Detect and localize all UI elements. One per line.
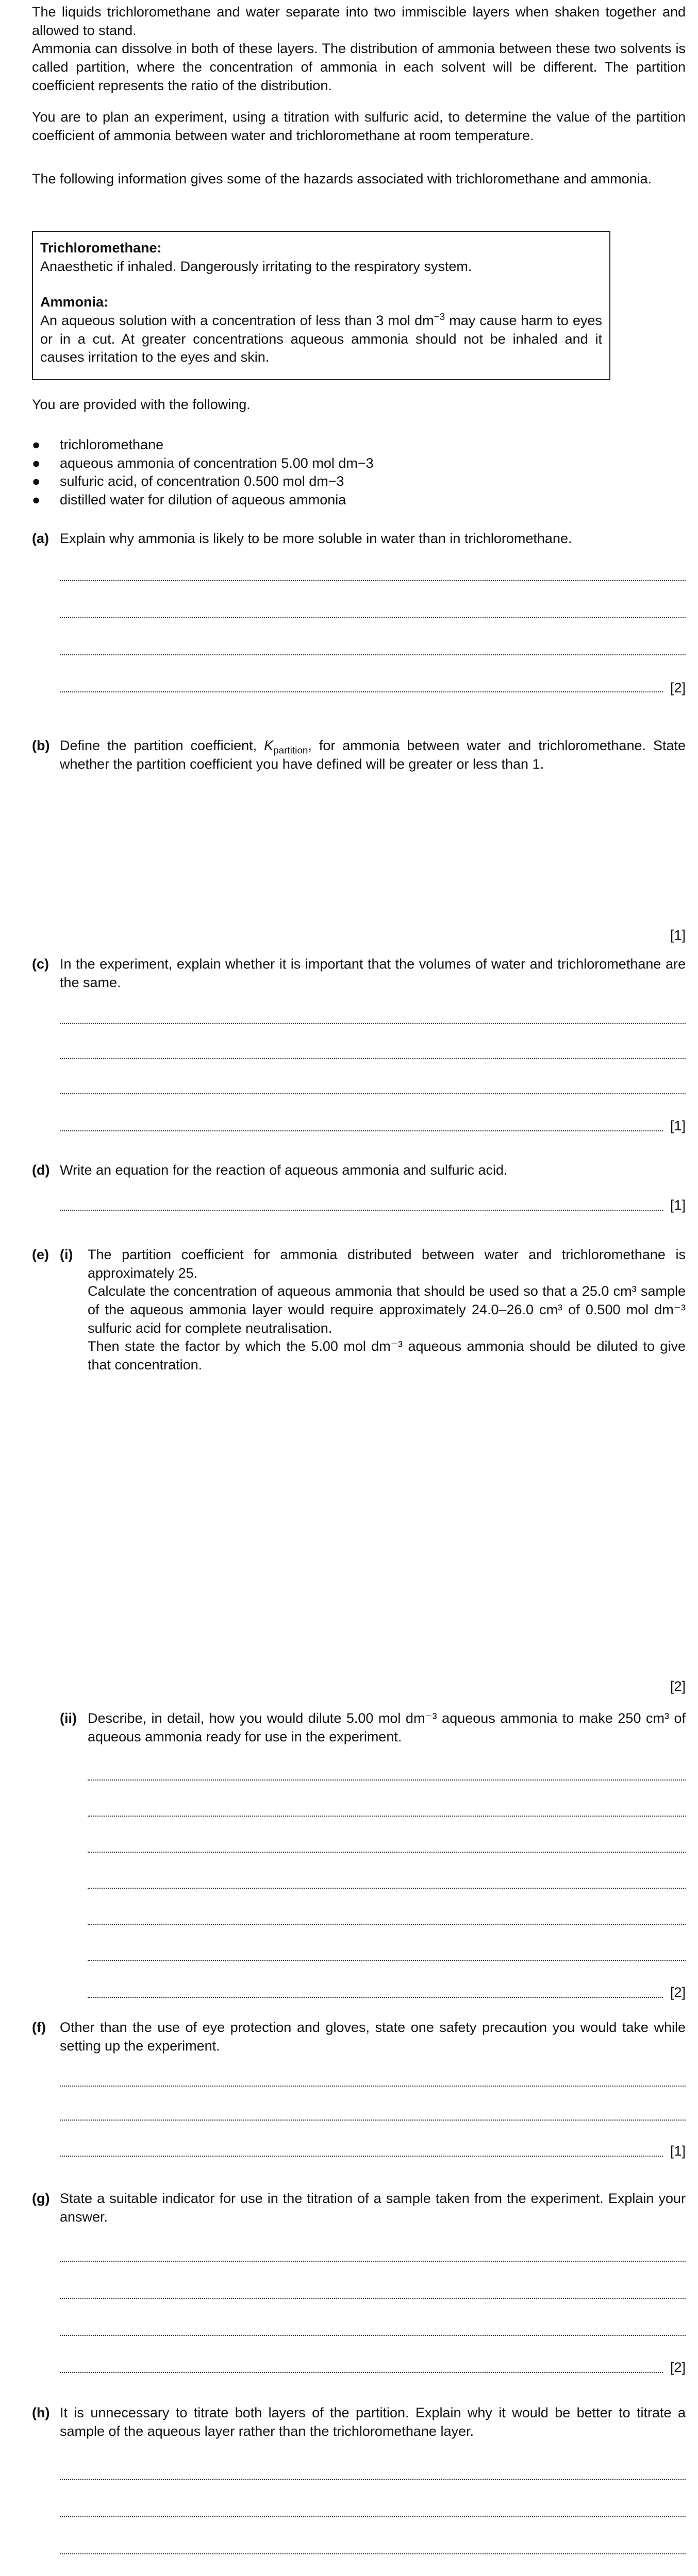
- question-text: [60, 737, 686, 773]
- question-text: Write an equation for the reaction of aqueous ammonia and sulfuric acid.: [60, 1162, 508, 1178]
- mark-allocation: [2]: [670, 680, 686, 696]
- answer-line[interactable]: [60, 2371, 663, 2373]
- question-text: In the experiment, explain whether it is important that the volumes of water and trichloromethane are the same.: [60, 956, 686, 990]
- answer-line[interactable]: [60, 1022, 686, 1024]
- question-text-part-2: Calculate the concentration of aqueous ammonia that should be used so that a 25.0 cm³ sample of the aqueous ammonia layer would require approximately 24.0–26.0 cm³ of 0.500 mol dm⁻³ sulfuric acid for complete neutralisation.: [88, 1283, 686, 1336]
- answer-line[interactable]: [60, 2297, 686, 2299]
- k-subscript: partition: [273, 745, 308, 756]
- intro-text-2: Ammonia can dissolve in both of these layers. The distribution of ammonia between these two solvents is called partition, where the concentration of ammonia in each solvent will be different. The partition coefficient represents the ratio of the distribution.: [32, 41, 686, 93]
- question-text-part-3: Then state the factor by which the 5.00 mol dm⁻³ aqueous ammonia should be diluted to give that concentration.: [88, 1338, 686, 1372]
- answer-line[interactable]: [60, 1057, 686, 1059]
- hazard-ammonia-sup: −3: [434, 311, 445, 323]
- hazard-ammonia-text-a: An aqueous solution with a concentration of less than 3 mol dm: [40, 312, 434, 328]
- question-text: Explain why ammonia is likely to be more soluble in water than in trichloromethane.: [60, 531, 572, 546]
- answer-line[interactable]: [60, 2334, 686, 2336]
- list-item: [32, 436, 686, 454]
- question-text: Describe, in detail, how you would dilute 5.00 mol dm⁻³ aqueous ammonia to make 250 cm³ of aqueous ammonia ready for use in the experiment.: [88, 1710, 686, 1744]
- question-label: (c): [32, 956, 49, 972]
- answer-line[interactable]: [60, 653, 686, 655]
- intro-text-1: The liquids trichloromethane and water separate into two immiscible layers when shaken together and allowed to stand.: [32, 4, 686, 38]
- hazard-ammonia-text-b: may cause harm to eyes or in a cut. At greater concentrations aqueous ammonia should not be inhaled and it causes irritation to the eyes and skin.: [40, 312, 602, 365]
- mark-allocation: [1]: [670, 1197, 686, 1213]
- list-item-text: distilled water for dilution of aqueous ammonia: [60, 492, 346, 507]
- question-label: (e): [32, 1247, 49, 1262]
- answer-line[interactable]: [60, 616, 686, 618]
- k-symbol: K: [264, 738, 274, 753]
- question-c: [32, 955, 686, 992]
- answer-line[interactable]: [88, 1887, 686, 1889]
- list-item-text: sulfuric acid, of concentration 0.500 mol dm−3: [60, 473, 344, 489]
- intro-text-4: The following information gives some of the hazards associated with trichloromethane and ammonia.: [32, 171, 652, 187]
- question-sublabel: (i): [60, 1247, 73, 1262]
- answer-line[interactable]: [88, 1815, 686, 1817]
- bullet-icon: ●: [32, 473, 41, 489]
- intro-text-3: You are to plan an experiment, using a titration with sulfuric acid, to determine the value of the partition coefficient of ammonia between water and trichloromethane at room temperature.: [32, 109, 686, 143]
- question-text: It is unnecessary to titrate both layers of the partition. Explain why it would be better to titrate a sample of the aqueous layer rather than the trichloromethane layer.: [60, 2405, 686, 2439]
- answer-line[interactable]: [88, 1959, 686, 1961]
- question-text: Other than the use of eye protection and gloves, state one safety precaution you would take while setting up the experiment.: [60, 2020, 686, 2054]
- intro-paragraph-3: [32, 170, 686, 189]
- bullet-icon: ●: [32, 492, 41, 507]
- answer-line[interactable]: [60, 2084, 686, 2087]
- answer-line[interactable]: [60, 1129, 663, 1131]
- question-text-part-1: The partition coefficient for ammonia distributed between water and trichloromethane is approximately 25.: [88, 1247, 686, 1281]
- question-d: [32, 1161, 686, 1180]
- question-label: (a): [32, 531, 49, 546]
- intro-paragraph-2: [32, 108, 686, 145]
- hazard-box: [32, 231, 610, 380]
- provided-heading: You are provided with the following.: [32, 397, 251, 412]
- answer-line[interactable]: [88, 1996, 663, 1998]
- hazard-ammonia-title: Ammonia:: [40, 294, 109, 310]
- mark-allocation: [2]: [670, 1985, 686, 2000]
- question-a: [32, 530, 686, 548]
- answer-line[interactable]: [60, 2515, 686, 2517]
- question-text-a: Define the partition coefficient,: [60, 738, 264, 753]
- question-b: [32, 737, 686, 773]
- mark-allocation: [1]: [670, 1118, 686, 1133]
- question-label: (d): [32, 1162, 50, 1178]
- answer-line[interactable]: [60, 2552, 686, 2554]
- question-label: (b): [32, 738, 50, 753]
- bullet-icon: ●: [32, 437, 41, 452]
- answer-line[interactable]: [60, 2155, 663, 2157]
- question-h: [32, 2404, 686, 2441]
- hazard-chloro-title: Trichloromethane:: [40, 240, 162, 256]
- answer-line[interactable]: [60, 579, 686, 581]
- intro-paragraph-1: [32, 3, 686, 95]
- list-item-text: trichloromethane: [60, 437, 164, 452]
- answer-line[interactable]: [88, 1778, 686, 1781]
- list-item: [32, 472, 686, 491]
- question-text: [88, 1246, 686, 1374]
- provided-list: [32, 436, 686, 510]
- answer-line[interactable]: [60, 1092, 686, 1094]
- bullet-icon: ●: [32, 455, 41, 471]
- question-e-ii: [32, 1709, 686, 1746]
- answer-line[interactable]: [88, 1851, 686, 1853]
- question-label: (h): [32, 2405, 50, 2420]
- answer-line[interactable]: [88, 1923, 686, 1925]
- question-g: [32, 2190, 686, 2226]
- list-item: [32, 491, 686, 510]
- question-text: State a suitable indicator for use in the titration of a sample taken from the experiment. Explain your answer.: [60, 2191, 686, 2225]
- mark-allocation: [1]: [670, 2143, 686, 2159]
- answer-line[interactable]: [60, 2478, 686, 2480]
- answer-line[interactable]: [60, 1209, 663, 1211]
- mark-allocation: [1]: [670, 927, 686, 943]
- question-label: (f): [32, 2020, 46, 2035]
- question-f: [32, 2019, 686, 2055]
- question-e-i: [32, 1246, 686, 1374]
- mark-allocation: [2]: [670, 1679, 686, 1694]
- list-item: [32, 454, 686, 473]
- question-text-b: , for ammonia between water and trichloromethane. State whether the partition coefficient you have defined will be greater or less than 1.: [60, 738, 686, 772]
- answer-line[interactable]: [60, 690, 663, 692]
- answer-line[interactable]: [60, 2119, 686, 2121]
- question-label: (g): [32, 2191, 50, 2206]
- question-label-spacer: [32, 1709, 60, 1746]
- hazard-ammonia-text: [40, 312, 602, 367]
- mark-allocation: [2]: [670, 2360, 686, 2375]
- answer-line[interactable]: [60, 2260, 686, 2262]
- hazard-chloro-text: Anaesthetic if inhaled. Dangerously irritating to the respiratory system.: [40, 258, 472, 274]
- question-sublabel: (ii): [60, 1710, 77, 1726]
- list-item-text: aqueous ammonia of concentration 5.00 mol dm−3: [60, 455, 374, 471]
